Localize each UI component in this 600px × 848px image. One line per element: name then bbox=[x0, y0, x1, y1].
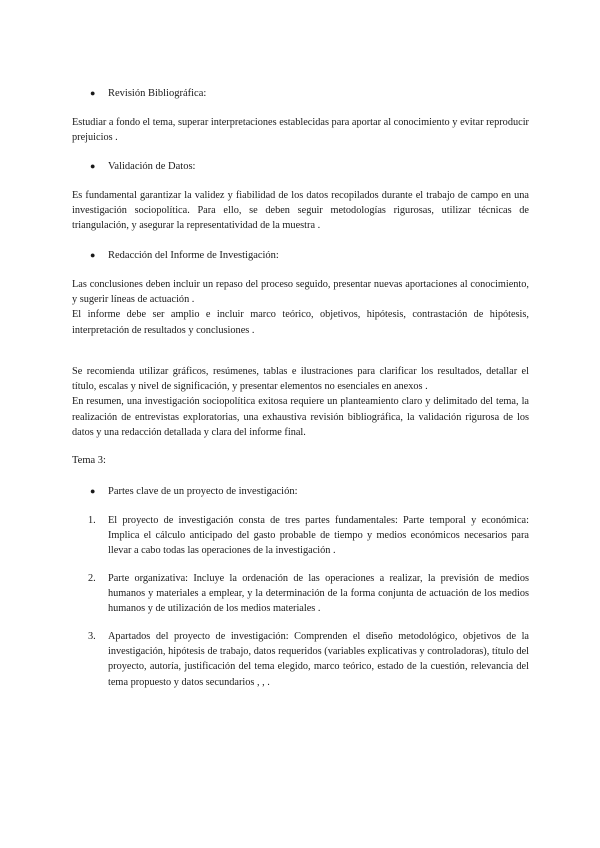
bullet-partes-clave bbox=[90, 484, 298, 499]
item-text: Apartados del proyecto de investigación: Comprenden el diseño metodológico, objetivos de la investigación, hipótesis de trabajo, datos requeridos (variables explicativas y controladoras), título del proyecto, autoría, justificación del tema elegido, marco teórico, estado de la cuestión, relevancia del tema propuesto y datos secundarios , , . bbox=[108, 631, 529, 688]
paragraph-text: Es fundamental garantizar la validez y fiabilidad de los datos recopilados durante el trabajo de campo en una investigación sociopolítica. Para ello, se deben seguir metodologías rigurosas, utilizar técnicas de triangulación, y asegurar la representatividad de la muestra . bbox=[72, 190, 529, 232]
bullet-label: Redacción del Informe de Investigación: bbox=[108, 250, 279, 261]
item-number: 1. bbox=[88, 515, 96, 526]
bullet-label: Validación de Datos: bbox=[108, 161, 196, 172]
bullet-icon: ● bbox=[90, 88, 96, 98]
numbered-item bbox=[88, 629, 529, 690]
paragraph-text: Estudiar a fondo el tema, superar interpretaciones establecidas para aportar al conocimiento y evitar reproducir prejuicios . bbox=[72, 117, 529, 144]
bullet-validacion bbox=[90, 159, 195, 174]
bullet-redaccion bbox=[90, 248, 279, 263]
item-number: 2. bbox=[88, 573, 96, 584]
item-text: Parte organizativa: Incluye la ordenación de las operaciones a realizar, la previsión de medios humanos y materiales a emplear, y la determinación de la forma conjunta de actuación de los medios humanos y de utilización de los medios materiales . bbox=[108, 573, 529, 615]
paragraph-redaccion bbox=[72, 277, 529, 338]
bullet-label: Revisión Bibliográfica: bbox=[108, 88, 207, 99]
item-text: El proyecto de investigación consta de tres partes fundamentales: Parte temporal y económica: Implica el cálculo anticipado del gasto probable de tiempo y medios económicos necesarios para llevar a cabo todas las operaciones de la investigación . bbox=[108, 515, 529, 557]
numbered-item bbox=[88, 513, 529, 559]
bullet-revision bbox=[90, 86, 206, 101]
paragraph-text: Las conclusiones deben incluir un repaso del proceso seguido, presentar nuevas aportaciones al conocimiento, y sugerir líneas de actuación . bbox=[72, 279, 529, 306]
bullet-icon: ● bbox=[90, 486, 96, 496]
bullet-icon: ● bbox=[90, 161, 96, 171]
item-number: 3. bbox=[88, 631, 96, 642]
paragraph-text: En resumen, una investigación sociopolítica exitosa requiere un planteamiento claro y delimitado del tema, la realización de entrevistas exploratorias, una exhaustiva revisión bibliográfica, la validación rigurosa de los datos y una redacción detallada y clara del informe final. bbox=[72, 396, 529, 438]
paragraph-revision bbox=[72, 115, 529, 145]
paragraph-validacion bbox=[72, 188, 529, 234]
bullet-label: Partes clave de un proyecto de investigación: bbox=[108, 486, 298, 497]
numbered-item bbox=[88, 571, 529, 617]
paragraph-summary bbox=[72, 364, 529, 440]
paragraph-text: El informe debe ser amplio e incluir marco teórico, objetivos, hipótesis, contrastación de hipótesis, interpretación de resultados y conclusiones . bbox=[72, 309, 529, 336]
bullet-icon: ● bbox=[90, 250, 96, 260]
paragraph-text: Se recomienda utilizar gráficos, resúmenes, tablas e ilustraciones para clarificar los resultados, detallar el título, escalas y nivel de significación, y presentar elementos no esenciales en anexos . bbox=[72, 366, 529, 393]
tema-heading: Tema 3: bbox=[72, 455, 106, 466]
